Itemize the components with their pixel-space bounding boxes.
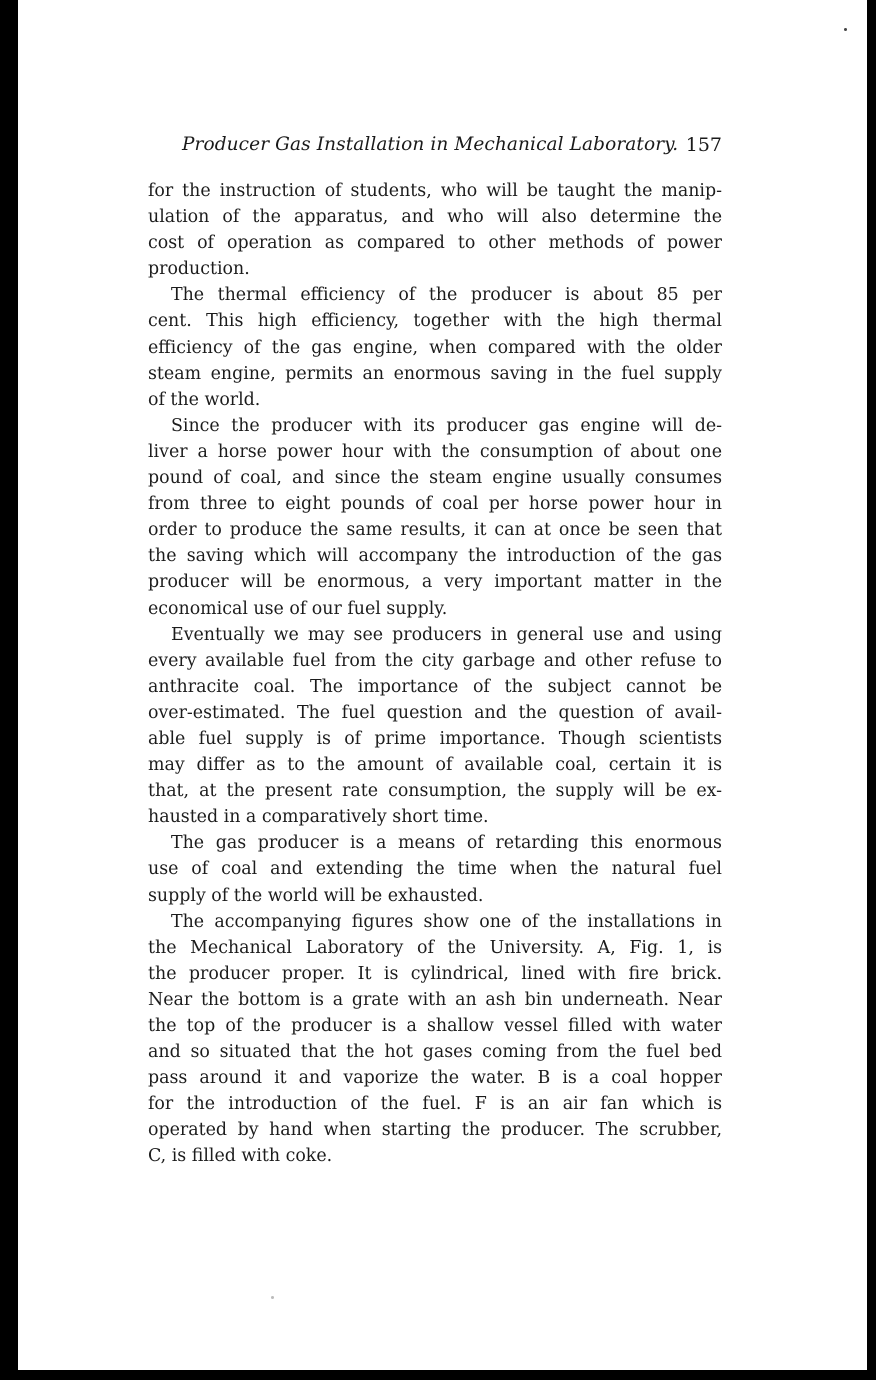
text-line: order to produce the same results, it can at once be seen that bbox=[148, 520, 722, 541]
text-line: Near the bottom is a grate with an ash bin underneath. Near bbox=[148, 989, 722, 1010]
text-line: hausted in a comparatively short time. bbox=[148, 807, 489, 828]
paragraph bbox=[148, 413, 722, 622]
text-line: pass around it and vaporize the water. B is a coal hopper bbox=[148, 1068, 722, 1089]
paragraph bbox=[148, 178, 722, 282]
text-line: The gas producer is a means of retarding this enormous bbox=[171, 833, 722, 854]
text-line: Since the producer with its producer gas engine will de- bbox=[171, 415, 722, 436]
text-line: the producer proper. It is cylindrical, lined with fire brick. bbox=[148, 963, 722, 984]
text-line: The thermal efficiency of the producer is about 85 per bbox=[171, 285, 722, 306]
text-line: and so situated that the hot gases coming from the fuel bed bbox=[148, 1042, 722, 1063]
text-line: every available fuel from the city garbage and other refuse to bbox=[148, 650, 722, 671]
running-title: Producer Gas Installation in Mechanical Laboratory. bbox=[182, 134, 679, 155]
scan-speck bbox=[271, 1296, 274, 1299]
text-line: of the world. bbox=[148, 389, 261, 410]
paragraph bbox=[148, 622, 722, 831]
scan-border-right bbox=[867, 0, 876, 1380]
text-line: efficiency of the gas engine, when compared with the older bbox=[148, 337, 722, 358]
text-line: that, at the present rate consumption, the supply will be ex- bbox=[148, 781, 722, 802]
text-line: cent. This high efficiency, together with the high thermal bbox=[148, 311, 722, 332]
page-number: 157 bbox=[685, 134, 722, 156]
text-line: anthracite coal. The importance of the subject cannot be bbox=[148, 676, 722, 697]
body-text bbox=[148, 178, 722, 1170]
text-line: for the introduction of the fuel. F is an air fan which is bbox=[148, 1094, 722, 1115]
text-line: liver a horse power hour with the consumption of about one bbox=[148, 441, 722, 462]
text-line: the saving which will accompany the introduction of the gas bbox=[148, 546, 722, 567]
text-line: able fuel supply is of prime importance. Though scientists bbox=[148, 728, 722, 749]
text-line: over-estimated. The fuel question and the question of avail- bbox=[148, 702, 722, 723]
text-line: the Mechanical Laboratory of the University. A, Fig. 1, is bbox=[148, 937, 722, 958]
paragraph bbox=[148, 909, 722, 1170]
text-line: steam engine, permits an enormous saving in the fuel supply bbox=[148, 363, 722, 384]
text-line: The accompanying figures show one of the installations in bbox=[171, 911, 722, 932]
text-line: the top of the producer is a shallow vessel filled with water bbox=[148, 1016, 722, 1036]
text-line: supply of the world will be exhausted. bbox=[148, 885, 484, 906]
text-line: for the instruction of students, who will be taught the manip- bbox=[148, 181, 722, 201]
text-line: C, is filled with coke. bbox=[148, 1146, 333, 1167]
paragraph bbox=[148, 830, 722, 908]
text-line: economical use of our fuel supply. bbox=[148, 598, 448, 619]
text-line: pound of coal, and since the steam engine usually consumes bbox=[148, 468, 722, 489]
scan-speck bbox=[844, 28, 847, 31]
scan-border-bottom bbox=[0, 1370, 876, 1380]
text-line: operated by hand when starting the producer. The scrubber, bbox=[148, 1120, 722, 1141]
running-header bbox=[182, 134, 722, 162]
text-line: producer will be enormous, a very important matter in the bbox=[148, 572, 722, 593]
text-line: from three to eight pounds of coal per horse power hour in bbox=[148, 494, 722, 515]
text-line: ulation of the apparatus, and who will also determine the bbox=[148, 207, 722, 228]
paragraph bbox=[148, 282, 722, 412]
text-line: use of coal and extending the time when the natural fuel bbox=[148, 859, 722, 880]
text-line: may differ as to the amount of available coal, certain it is bbox=[148, 755, 722, 776]
text-line: cost of operation as compared to other methods of power bbox=[148, 233, 722, 254]
text-line: Eventually we may see producers in general use and using bbox=[171, 624, 722, 645]
scan-border-left bbox=[0, 0, 18, 1380]
text-line: production. bbox=[148, 259, 250, 280]
